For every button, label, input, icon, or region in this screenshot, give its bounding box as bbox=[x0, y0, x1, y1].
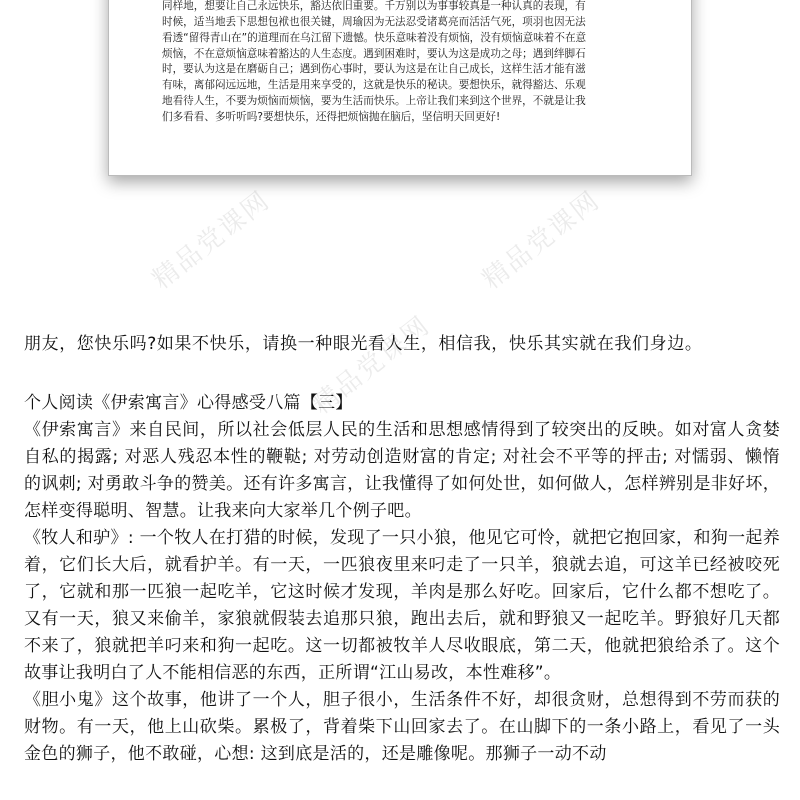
card-line: 们多看看、多听听吗?要想快乐，还得把烦恼抛在脑后，坚信明天回更好! bbox=[162, 111, 501, 124]
watermark: 精品党课网 bbox=[477, 185, 606, 296]
card-line: 时候，适当地丢下思想包袱也很关键，周瑜因为无法忍受诸葛亮而活活气死，项羽也因无法 bbox=[162, 15, 586, 28]
article-title: 个人阅读《伊索寓言》心得感受八篇【三】 bbox=[24, 393, 353, 413]
card-line: 看透“留得青山在”的道理而在乌江留下遗憾。快乐意味着没有烦恼，没有烦恼意味着不在意 bbox=[162, 31, 587, 44]
article-paragraph: 《牧人和驴》: 一个牧人在打猎的时候，发现了一只小狼，他见它可怜，就把它抱回家，和狗一起养着，它们长大后，就看护羊。有一天，一匹狼夜里来叼走了一只羊，狼就去追，可这羊已经被咬死了，它就和那一匹狼一起吃羊，它这时候才发现，羊肉是那么好吃。回家后，它什么都不想吃了。又有一天，狼又来偷羊，家狼就假装去追那只狼，跑出去后，就和野狼又一起吃羊。野狼好几天都不来了，狼就把羊叼来和狗一起吃。这一切都被牧羊人尽收眼底，第二天，他就把狼给杀了。这个故事让我明白了人不能相信恶的东西，正所谓“江山易改，本性难移”。 bbox=[24, 528, 780, 683]
excerpt-card-text bbox=[162, 0, 650, 126]
card-line: 同样地，想要让自己永远快乐，豁达依旧重要。千万别以为事事较真是一种认真的表现，有 bbox=[162, 0, 586, 12]
watermark: 精品党课网 bbox=[307, 310, 436, 421]
card-line: 时，要认为这是在磨砺自己；遇到伤心事时，要认为这是在让自己成长，这样生活才能有滋 bbox=[162, 63, 586, 76]
watermark: 精品党课网 bbox=[147, 185, 276, 296]
card-line: 烦恼，不在意烦恼意味着豁达的人生态度。遇到困难时，要认为这是成功之母；遇到绊脚石 bbox=[162, 47, 586, 60]
article-paragraph: 《伊索寓言》来自民间，所以社会低层人民的生活和思想感情得到了较突出的反映。如对富人贪婪自私的揭露; 对恶人残忍本性的鞭鞑; 对劳动创造财富的肯定; 对社会不平等的抨击; 对懦弱、懒惰的讽刺; 对勇敢斗争的赞美。还有许多寓言，让我懂得了如何处世，如何做人，怎样辨别是非好坏，怎样变得聪明、智慧。让我来向大家举几个例子吧。 bbox=[24, 420, 780, 521]
card-line: 地看待人生，不要为烦恼而烦恼，要为生活而快乐。上帝让我们来到这个世界，不就是让我 bbox=[162, 95, 586, 108]
excerpt-card bbox=[108, 0, 692, 176]
article-body bbox=[24, 390, 780, 768]
intro-paragraph: 朋友，您快乐吗?如果不快乐，请换一种眼光看人生，相信我，快乐其实就在我们身边。 bbox=[24, 334, 703, 354]
card-line: 有味，离郁闷远远地，生活是用来享受的，这就是快乐的秘诀。要想快乐，就得豁达、乐观 bbox=[162, 79, 586, 92]
excerpt-card-wrapper bbox=[108, 0, 692, 176]
article-paragraph: 《胆小鬼》这个故事，他讲了一个人，胆子很小，生活条件不好，却很贪财，总想得到不劳而获的财物。有一天，他上山砍柴。累极了，背着柴下山回家去了。在山脚下的一条小路上，看见了一头金色的狮子，他不敢碰，心想: 这到底是活的，还是雕像呢。那狮子一动不动 bbox=[24, 690, 780, 764]
